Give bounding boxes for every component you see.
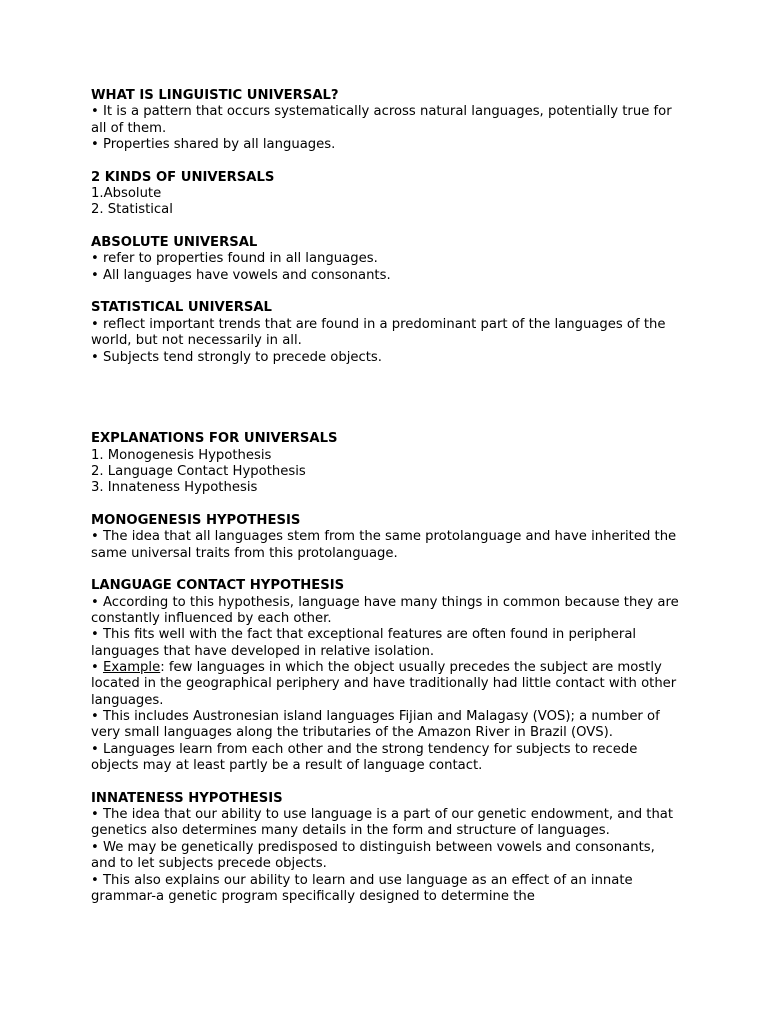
example-bullet: • bbox=[91, 660, 103, 676]
bullet-line: • This fits well with the fact that exceptional features are often found in peripheral languages that have developed in relative isolation. bbox=[91, 627, 637, 659]
bullet-line: • The idea that all languages stem from the same protolanguage and have inherited the same universal traits from this protolanguage. bbox=[91, 529, 677, 561]
section-heading: 2 KINDS OF UNIVERSALS bbox=[91, 169, 275, 185]
section-heading: INNATENESS HYPOTHESIS bbox=[91, 790, 283, 806]
section-language-contact-hypothesis bbox=[91, 578, 681, 774]
bullet-line: • reflect important trends that are found in a predominant part of the languages of the world, but not necessarily in all. bbox=[91, 316, 666, 349]
list-line: 2. Language Contact Hypothesis bbox=[91, 463, 306, 479]
example-label: Example bbox=[102, 660, 161, 676]
section-innateness-hypothesis bbox=[91, 791, 681, 905]
section-heading: MONOGENESIS HYPOTHESIS bbox=[91, 512, 301, 528]
example-bullet-line bbox=[91, 660, 681, 709]
bullet-line: • This also explains our ability to learn and use language as an effect of an innate grammar-a genetic program specifically designed to determine the bbox=[91, 872, 633, 904]
bullet-line: • According to this hypothesis, language have many things in common because they are constantly influenced by each other. bbox=[91, 594, 679, 627]
section-kinds-of-universals bbox=[91, 170, 681, 219]
list-line: 3. Innateness Hypothesis bbox=[91, 480, 258, 496]
section-heading: ABSOLUTE UNIVERSAL bbox=[91, 235, 258, 251]
section-what-is-linguistic-universal bbox=[91, 88, 681, 153]
bullet-line: • Subjects tend strongly to precede objects. bbox=[91, 349, 382, 365]
bullet-line: • It is a pattern that occurs systematically across natural languages, potentially true for all of them. bbox=[91, 104, 672, 136]
section-heading: STATISTICAL UNIVERSAL bbox=[91, 300, 272, 316]
bullet-line: • refer to properties found in all languages. bbox=[91, 251, 378, 267]
list-line: 1. Monogenesis Hypothesis bbox=[91, 447, 272, 463]
section-heading: LANGUAGE CONTACT HYPOTHESIS bbox=[91, 578, 345, 594]
list-line: 2. Statistical bbox=[91, 202, 173, 218]
section-heading: WHAT IS LINGUISTIC UNIVERSAL? bbox=[91, 88, 339, 103]
example-text: : few languages in which the object usually precedes the subject are mostly located in the geographical periphery and have traditionally had little contact with other languages. bbox=[91, 660, 677, 708]
section-statistical-universal bbox=[91, 300, 681, 365]
bullet-line: • Properties shared by all languages. bbox=[91, 137, 336, 153]
list-line: 1.Absolute bbox=[91, 186, 162, 202]
bullet-line: • All languages have vowels and consonants. bbox=[91, 267, 391, 283]
section-explanations-for-universals bbox=[91, 431, 681, 496]
document-page bbox=[91, 88, 681, 905]
bullet-line: • Languages learn from each other and the strong tendency for subjects to recede objects may at least partly be a result of language contact. bbox=[91, 741, 638, 774]
section-monogenesis-hypothesis bbox=[91, 513, 681, 562]
bullet-line: • This includes Austronesian island languages Fijian and Malagasy (VOS); a number of very small languages along the tributaries of the Amazon River in Brazil (OVS). bbox=[91, 709, 660, 741]
section-heading: EXPLANATIONS FOR UNIVERSALS bbox=[91, 431, 338, 447]
bullet-line: • We may be genetically predisposed to distinguish between vowels and consonants, and to let subjects precede objects. bbox=[91, 839, 655, 872]
section-absolute-universal bbox=[91, 235, 681, 284]
bullet-line: • The idea that our ability to use language is a part of our genetic endowment, and that genetics also determines many details in the form and structure of languages. bbox=[91, 807, 674, 839]
